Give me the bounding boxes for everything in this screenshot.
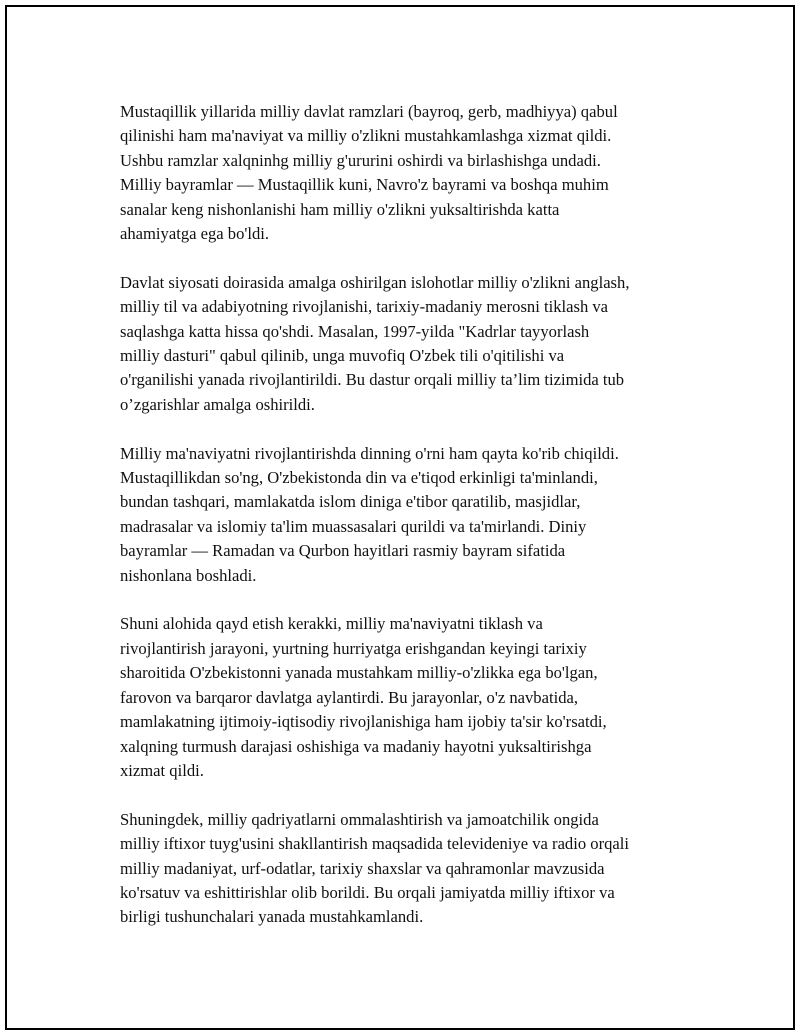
paragraph-religion: Milliy ma'naviyatni rivojlantirishda dinning o'rni ham qayta ko'rib chiqildi. Mustaqillikdan so'ng, O'zbekistonda din va e'tiqod erkinligi ta'minlandi, bundan tashqari, mamlakatda islom diniga e'tibor qaratilib, masjidlar, madrasalar va islomiy ta'lim muassasalari qurildi va ta'mirlandi. Diniy bayramlar — Ramadan va Qurbon hayitlari rasmiy bayram sifatida nishonlana boshladi. xyxy=(120,443,619,585)
paragraph-spiritual-revival: Shuni alohida qayd etish kerakki, milliy ma'naviyatni tiklash va rivojlantirish jarayoni, yurtning hurriyatga erishgandan keyingi tarixiy sharoitida O'zbekistonni yanada mustahkam milliy-o'zlikka ega bo'lgan, farovon va barqaror davlatga aylantirdi. Bu jarayonlar, o'z navbatida, mamlakatning ijtimoiy-iqtisodiy rivojlanishiga ham ijobiy ta'sir ko'rsatdi, xalqning turmush darajasi oshishiga va madaniy hayotni yuksaltirishga xizmat qildi. xyxy=(120,614,607,780)
paragraph-national-symbols: Mustaqillik yillarida milliy davlat ramzlari (bayroq, gerb, madhiyya) qabul qilinishi ham ma'naviyat va milliy o'zlikni mustahkamlashga xizmat qildi. Ushbu ramzlar xalqninhg milliy g'ururini oshirdi va birlashishga undadi. Milliy bayramlar — Mustaqillik kuni, Navro'z bayrami va boshqa muhim sanalar keng nishonlanishi ham milliy o'zlikni yuksaltirishda katta ahamiyatga ega bo'ldi. xyxy=(120,102,618,244)
document-body xyxy=(120,100,710,930)
paragraph-media-promotion: Shuningdek, milliy qadriyatlarni ommalashtirish va jamoatchilik ongida milliy iftixor tuyg'usini shakllantirish maqsadida televideniye va radio orqali milliy madaniyat, urf-odatlar, tarixiy shaxslar va qahramonlar mavzusida ko'rsatuv va eshittirishlar olib borildi. Bu orqali jamiyatda milliy iftixor va birligi tushunchalari yanada mustahkamlandi. xyxy=(120,809,629,927)
paragraph-state-reforms: Davlat siyosati doirasida amalga oshirilgan islohotlar milliy o'zlikni anglash, milliy til va adabiyotning rivojlanishi, tarixiy-madaniy merosni tiklash va saqlashga katta hissa qo'shdi. Masalan, 1997-yilda "Kadrlar tayyorlash milliy dasturi" qabul qilinib, unga muvofiq O'zbek tili o'qitilishi va o'rganilishi yanada rivojlantirildi. Bu dastur orqali milliy ta’lim tizimida tub o’zgarishlar amalga oshirildi. xyxy=(120,272,630,414)
page-border xyxy=(5,5,795,1030)
